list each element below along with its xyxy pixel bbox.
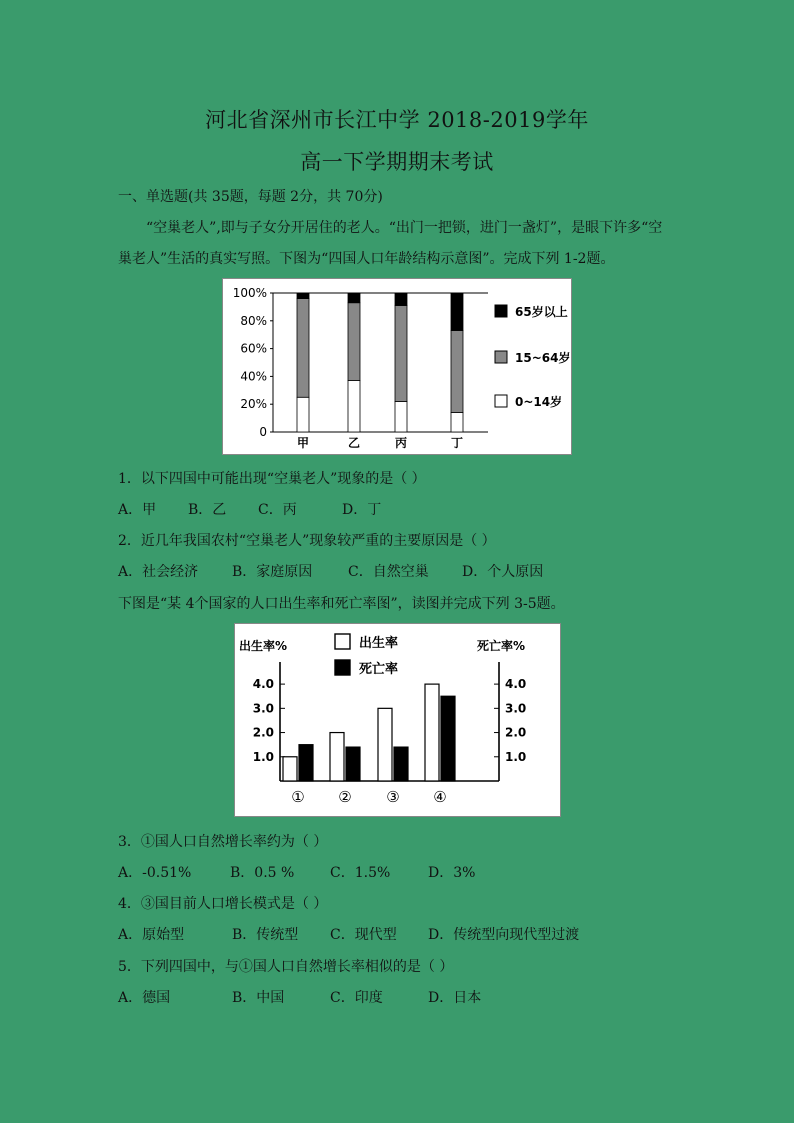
right-tick-label: 3.0 xyxy=(505,701,527,716)
birth-death-rate-svg xyxy=(235,624,560,816)
bar-segment xyxy=(348,381,360,432)
y-tick-label: 20% xyxy=(240,397,267,412)
q4-option-b[interactable]: B．传统型 xyxy=(232,927,299,943)
y-tick-label: 0 xyxy=(259,425,267,439)
bar-segment xyxy=(451,413,463,432)
legend-label: 0~14岁 xyxy=(515,395,563,409)
q3-option-d[interactable]: D．3% xyxy=(428,865,476,881)
q5-option-a[interactable]: A．德国 xyxy=(118,990,171,1006)
q2-option-d[interactable]: D．个人原因 xyxy=(462,564,544,580)
x-category-label: 甲 xyxy=(296,436,310,450)
bar-segment xyxy=(395,401,407,432)
x-category-label: ④ xyxy=(433,788,447,806)
x-category-label: ② xyxy=(338,788,352,806)
y-tick-label: 60% xyxy=(240,341,267,356)
bar xyxy=(378,708,392,781)
x-category-label: 乙 xyxy=(347,436,361,450)
q2-option-a[interactable]: A．社会经济 xyxy=(118,564,199,580)
q1-option-b[interactable]: B．乙 xyxy=(188,502,227,518)
legend-swatch xyxy=(335,660,350,675)
q1-option-a[interactable]: A．甲 xyxy=(118,502,157,518)
bar xyxy=(441,696,455,781)
q5-option-c[interactable]: C．印度 xyxy=(330,990,383,1006)
q1-option-d[interactable]: D．丁 xyxy=(342,502,382,518)
y-tick-label: 100% xyxy=(232,286,267,300)
legend-swatch xyxy=(495,395,507,407)
bar xyxy=(330,733,344,781)
question-3-stem: 3．①国人口自然增长率约为（ ） xyxy=(118,834,328,850)
question-5-stem: 5．下列四国中，与①国人口自然增长率相似的是（ ） xyxy=(118,959,454,975)
left-tick-label: 2.0 xyxy=(252,725,274,740)
q3-option-c[interactable]: C．1.5% xyxy=(330,865,391,881)
passage1-line1: “空巢老人”,即与子女分开居住的老人。“出门一把锁，进门一盏灯”，是眼下许多“空 xyxy=(146,220,663,236)
question-1-stem: 1．以下四国中可能出现“空巢老人”现象的是（ ） xyxy=(118,471,426,487)
bar-segment xyxy=(348,293,360,303)
bar xyxy=(283,757,297,781)
bar xyxy=(425,684,439,781)
bar-segment xyxy=(395,293,407,306)
bar-segment xyxy=(451,293,463,331)
passage2-line1: 下图是“某 4个国家的人口出生率和死亡率图”，读图并完成下列 3-5题。 xyxy=(118,596,565,612)
legend-swatch xyxy=(495,305,507,317)
left-tick-label: 1.0 xyxy=(252,749,274,764)
section-heading: 一、单选题(共 35题，每题 2分，共 70分) xyxy=(118,189,383,205)
q4-option-d[interactable]: D．传统型向现代型过渡 xyxy=(428,927,580,943)
left-tick-label: 3.0 xyxy=(252,701,274,716)
age-structure-chart xyxy=(222,278,572,455)
left-axis-title: 出生率% xyxy=(239,639,288,653)
birth-death-rate-chart xyxy=(234,623,561,817)
right-tick-label: 4.0 xyxy=(505,677,527,692)
legend-label: 65岁以上 xyxy=(515,305,568,319)
bar xyxy=(394,747,408,781)
q5-option-b[interactable]: B．中国 xyxy=(232,990,285,1006)
right-tick-label: 1.0 xyxy=(505,749,527,764)
question-2-stem: 2．近几年我国农村“空巢老人”现象较严重的主要原因是（ ） xyxy=(118,533,496,549)
exam-title-line2: 高一下学期期末考试 xyxy=(300,150,494,174)
legend-label: 出生率 xyxy=(359,636,399,651)
legend-label: 15~64岁 xyxy=(515,351,571,365)
bar-segment xyxy=(297,293,309,299)
y-tick-label: 40% xyxy=(240,369,267,384)
bar xyxy=(346,747,360,781)
exam-title-line1: 河北省深州市长江中学 2018-2019学年 xyxy=(205,108,589,132)
legend-label: 死亡率 xyxy=(359,662,399,677)
y-tick-label: 80% xyxy=(240,313,267,328)
bar-segment xyxy=(297,299,309,398)
passage1-line2: 巢老人”生活的真实写照。下图为“四国人口年龄结构示意图”。完成下列 1-2题。 xyxy=(118,251,615,267)
question-4-stem: 4．③国目前人口增长模式是（ ） xyxy=(118,896,328,912)
bar-segment xyxy=(297,397,309,432)
right-tick-label: 2.0 xyxy=(505,725,527,740)
right-axis-title: 死亡率% xyxy=(477,639,526,653)
legend-swatch xyxy=(335,634,350,649)
x-category-label: ① xyxy=(291,788,305,806)
x-category-label: ③ xyxy=(386,788,400,806)
q2-option-b[interactable]: B．家庭原因 xyxy=(232,564,313,580)
x-category-label: 丙 xyxy=(394,436,408,450)
bar-segment xyxy=(348,303,360,381)
q1-option-c[interactable]: C．丙 xyxy=(258,502,297,518)
q3-option-b[interactable]: B．0.5 % xyxy=(230,865,295,881)
age-structure-svg xyxy=(223,279,571,454)
q5-option-d[interactable]: D．日本 xyxy=(428,990,482,1006)
legend-swatch xyxy=(495,351,507,363)
bar-segment xyxy=(451,331,463,413)
bar-segment xyxy=(395,306,407,402)
left-tick-label: 4.0 xyxy=(252,677,274,692)
q2-option-c[interactable]: C．自然空巢 xyxy=(348,564,429,580)
x-category-label: 丁 xyxy=(450,436,464,450)
q4-option-a[interactable]: A．原始型 xyxy=(118,927,185,943)
q4-option-c[interactable]: C．现代型 xyxy=(330,927,397,943)
bar xyxy=(299,745,313,781)
q3-option-a[interactable]: A．-0.51% xyxy=(118,865,192,881)
